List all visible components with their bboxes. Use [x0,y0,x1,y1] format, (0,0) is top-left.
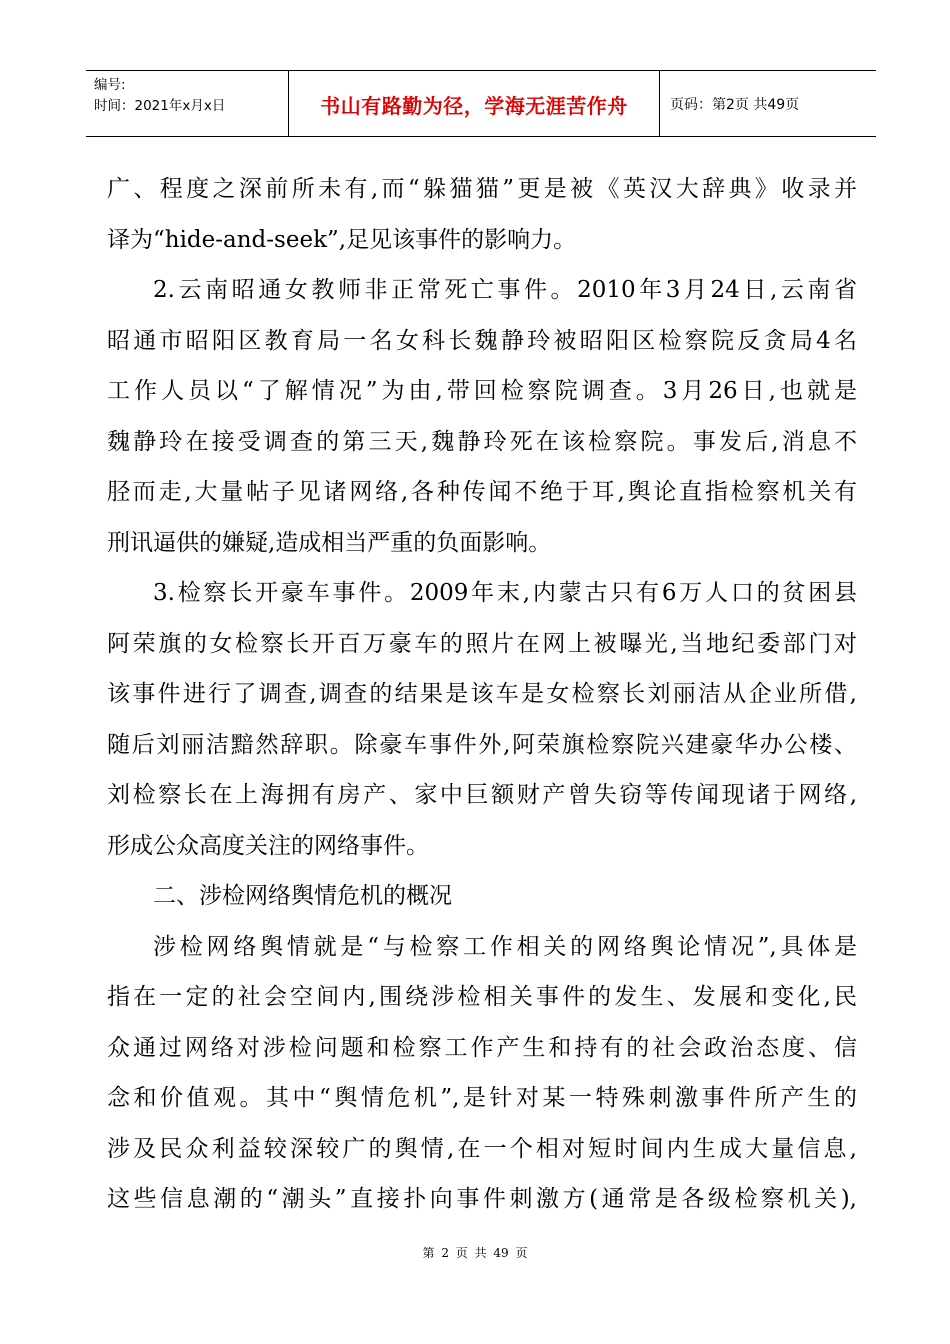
text-line: 该事件进行了调查,调查的结果是该车是女检察长刘丽洁从企业所借, [107,681,857,707]
text-line: 译为“hide-and-seek”,足见该事件的影响力。 [107,226,577,253]
header-table [86,70,876,137]
document-time-label: 时间：2021年x月x日 [94,98,226,114]
text-line: 刘检察长在上海拥有房产、家中巨额财产曾失窃等传闻现诸于网络, [107,782,857,808]
text-line: 指在一定的社会空间内,围绕涉检相关事件的发生、发展和变化,民 [107,984,857,1010]
text-line: 2.云南昭通女教师非正常死亡事件。2010年3月24日,云南省 [153,277,857,303]
body-text [107,164,857,1225]
text-line: 念和价值观。其中“舆情危机”,是针对某一特殊刺激事件所产生的 [107,1085,857,1111]
text-line: 魏静玲在接受调查的第三天,魏静玲死在该检察院。事发后,消息不 [107,428,857,455]
text-line: 二、涉检网络舆情危机的概况 [153,883,452,909]
text-line: 工作人员以“了解情况”为由,带回检察院调查。3月26日,也就是 [107,378,857,404]
text-line: 阿荣旗的女检察长开百万豪车的照片在网上被曝光,当地纪委部门对 [107,630,857,657]
header-motto: 书山有路勤为径，学海无涯苦作舟 [320,94,628,118]
header-page-cell [660,71,876,136]
header-motto-cell [288,71,660,136]
text-line: 形成公众高度关注的网络事件。 [107,832,429,859]
text-line: 这些信息潮的“潮头”直接扑向事件刺激方(通常是各级检察机关), [107,1186,857,1212]
text-line: 胫而走,大量帖子见诸网络,各种传闻不绝于耳,舆论直指检察机关有 [107,479,857,505]
text-line: 3.检察长开豪车事件。2009年末,内蒙古只有6万人口的贫困县 [153,580,857,606]
text-line: 广、程度之深前所未有,而“躲猫猫”更是被《英汉大辞典》收录并 [107,176,857,202]
text-line: 涉及民众利益较深较广的舆情,在一个相对短时间内生成大量信息, [107,1135,857,1162]
text-line: 涉检网络舆情就是“与检察工作相关的网络舆论情况”,具体是 [153,933,857,960]
document-number-label: 编号: [94,77,126,93]
page-footer: 第 2 页 共 49 页 [422,1246,528,1260]
header-page-info: 页码：第2页 共49页 [670,97,800,113]
text-line: 随后刘丽洁黯然辞职。除豪车事件外,阿荣旗检察院兴建豪华办公楼、 [107,731,857,758]
text-line: 众通过网络对涉检问题和检察工作产生和持有的社会政治态度、信 [107,1034,857,1061]
text-line: 昭通市昭阳区教育局一名女科长魏静玲被昭阳区检察院反贪局4名 [107,327,857,354]
text-line: 刑讯逼供的嫌疑,造成相当严重的负面影响。 [107,529,552,556]
header-meta-cell [86,71,288,136]
